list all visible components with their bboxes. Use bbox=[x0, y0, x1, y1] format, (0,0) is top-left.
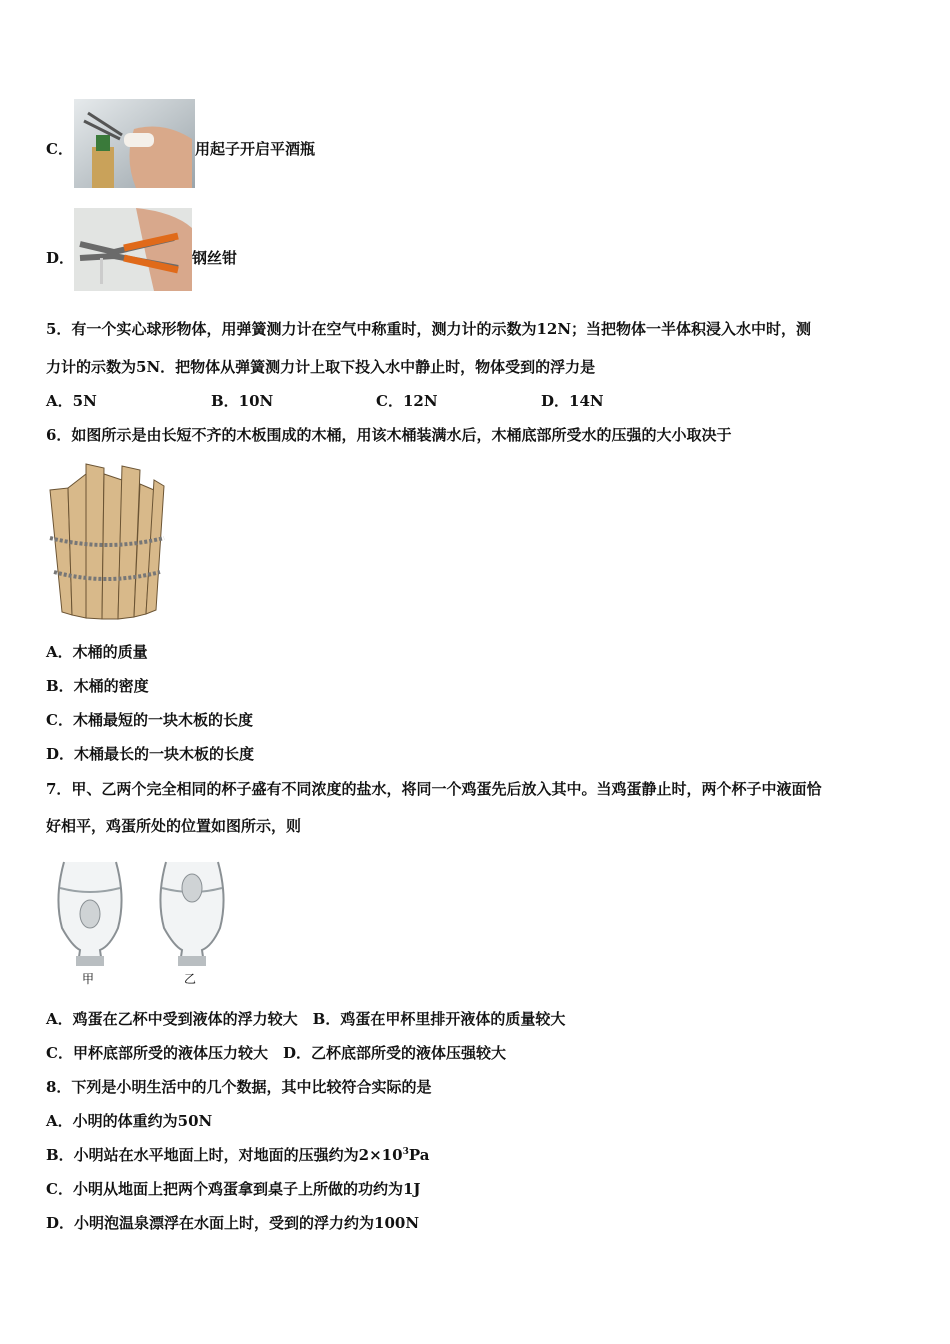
q5-option-d: D．14N bbox=[541, 392, 604, 410]
q4-option-d-text: 钢丝钳 bbox=[192, 249, 238, 267]
q8-option-b bbox=[46, 1145, 429, 1165]
q7-options-row1: A．鸡蛋在乙杯中受到液体的浮力较大 B．鸡蛋在甲杯里排开液体的质量较大 bbox=[46, 1010, 566, 1028]
q7-options-row2: C．甲杯底部所受的液体压力较大 D．乙杯底部所受的液体压强较大 bbox=[46, 1044, 506, 1062]
q6-option-d: D．木桶最长的一块木板的长度 bbox=[46, 745, 255, 763]
q5-option-a: A．5N bbox=[46, 392, 97, 410]
q8-option-c: C．小明从地面上把两个鸡蛋拿到桌子上所做的功约为1J bbox=[46, 1180, 421, 1198]
q8-option-b-text: B．小明站在水平地面上时，对地面的压强约为2×10 bbox=[46, 1146, 403, 1164]
q6-option-a: A．木桶的质量 bbox=[46, 643, 148, 661]
q6-stem: 6．如图所示是由长短不齐的木板围成的木桶，用该木桶装满水后，木桶底部所受水的压强的大小取决于 bbox=[46, 426, 732, 444]
q4-option-c bbox=[46, 139, 73, 159]
cup-jia-image bbox=[54, 858, 126, 970]
q8-option-d: D．小明泡温泉漂浮在水面上时，受到的浮力约为100N bbox=[46, 1214, 420, 1232]
q7-stem-line1: 7．甲、乙两个完全相同的杯子盛有不同浓度的盐水，将同一个鸡蛋先后放入其中。当鸡蛋静止时，两个杯子中液面恰 bbox=[46, 780, 822, 798]
q6-option-b: B．木桶的密度 bbox=[46, 677, 149, 695]
bottle-opener-image bbox=[74, 99, 195, 188]
q4-option-d bbox=[46, 248, 74, 268]
q8-option-b-unit: Pa bbox=[408, 1146, 430, 1164]
cup-yi-image bbox=[156, 858, 228, 970]
q8-option-b-exponent: 3 bbox=[402, 1147, 409, 1157]
option-letter: D． bbox=[46, 249, 75, 267]
q6-option-c: C．木桶最短的一块木板的长度 bbox=[46, 711, 253, 729]
q8-option-a: A．小明的体重约为50N bbox=[46, 1112, 213, 1130]
q8-stem: 8．下列是小明生活中的几个数据，其中比较符合实际的是 bbox=[46, 1078, 432, 1096]
cup-label-yi: 乙 bbox=[184, 972, 197, 986]
q5-option-b: B．10N bbox=[211, 392, 274, 410]
q5-stem-line1: 5．有一个实心球形物体，用弹簧测力计在空气中称重时，测力计的示数为12N；当把物体一半体积浸入水中时，测 bbox=[46, 320, 812, 338]
q7-stem-line2: 好相平，鸡蛋所处的位置如图所示，则 bbox=[46, 817, 302, 835]
q5-option-c: C．12N bbox=[376, 392, 438, 410]
pliers-image bbox=[74, 208, 192, 291]
cup-label-jia: 甲 bbox=[82, 972, 95, 986]
option-letter: C． bbox=[46, 140, 73, 158]
q5-stem-line2: 力计的示数为5N．把物体从弹簧测力计上取下投入水中静止时，物体受到的浮力是 bbox=[46, 358, 596, 376]
wooden-bucket-image bbox=[46, 460, 168, 622]
q4-option-c-text: 用起子开启平酒瓶 bbox=[195, 140, 316, 158]
